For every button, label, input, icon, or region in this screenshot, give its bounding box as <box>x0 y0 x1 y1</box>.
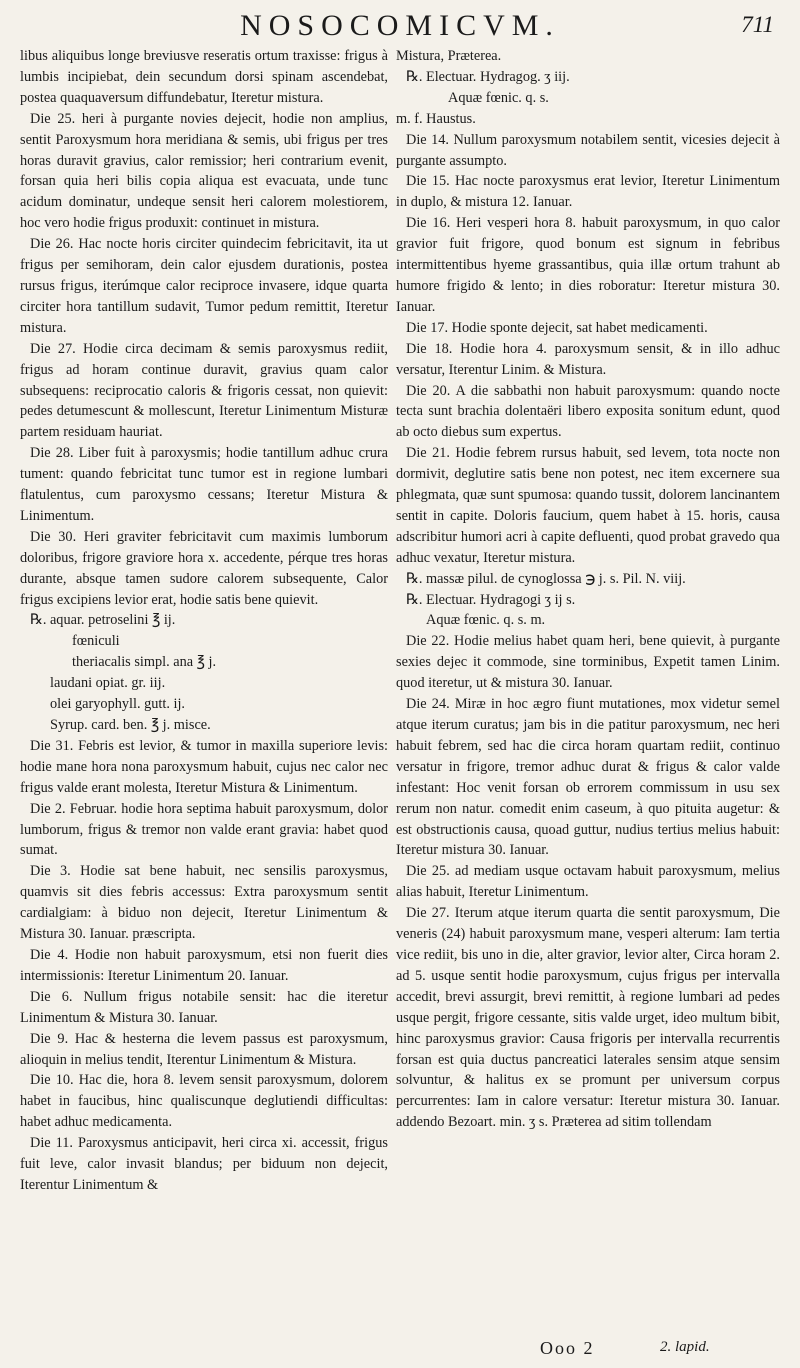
paragraph: Die 17. Hodie sponte dejecit, sat habet medicamenti. <box>406 319 708 336</box>
paragraph: Die 14. Nullum paroxysmum notabilem sentit, vicesies dejecit à purgante assumpto. <box>396 131 780 169</box>
signature-mark: Ooo 2 <box>540 1338 595 1358</box>
paragraph: Die 9. Hac & hesterna die levem passus est paroxysmum, alioquin in melius tendit, Iterentur Linimentum & Mistura. <box>20 1030 388 1068</box>
prescription-line: Aquæ fœnic. q. s. <box>448 89 549 106</box>
left-column <box>20 46 388 1336</box>
prescription-line: m. f. Haustus. <box>396 110 476 127</box>
prescription-line: ℞. Electuar. Hydragog. ʒ iij. <box>406 68 570 85</box>
paragraph: Die 6. Nullum frigus notabile sensit: hac die iteretur Linimentum & Mistura 30. Ianuar. <box>20 988 388 1026</box>
paragraph: Die 27. Hodie circa decimam & semis paroxysmus rediit, frigus ad horam continue duravit, gravius quam calor subsequens: reciprocatio caloris & frigoris cessat, non quievit: pedes detumescunt & mollescunt, Iteretur Linimentum Misturæ partem residuam hauriat. <box>20 340 388 441</box>
prescription-line: theriacalis simpl. ana ℥ j. <box>72 654 217 671</box>
prescription-line: ℞. Electuar. Hydragogi ʒ ij s. <box>406 591 576 608</box>
prescription-line: Syrup. card. ben. ℥ j. misce. <box>50 717 211 733</box>
paragraph: Die 27. Iterum atque iterum quarta die sentit paroxysmum, Die veneris (24) habuit paroxysmum mane, vesperi alterum: Iam tertia vice rediit, bis uno in die, alter gravior, levior alter, Circa horam 2. ad 5. usque sentit hodie paroxysmum, cujus frigus per intervalla accedit, brevi assurgit, brevi remittit, à regione lumbari ad pedes usque pergit, frigore cessante, sitis valde urget, ideo multum bibit, hinc paroxysmus gravior: Causa frigoris per intervalla recurrentis forsan est quia ductus pancreatici laterales sensim atque sensim solvuntur, & halitus ex se promunt per universum corpus percurrentes: Iam in calore versatur: Iteretur mistura 30. Ianuar. addendo Bezoart. min. ʒ s. Præterea ad sitim tollendam <box>396 905 780 1131</box>
catchword: 2. lapid. <box>660 1339 710 1355</box>
right-column <box>396 46 780 1336</box>
paragraph: Die 26. Hac nocte horis circiter quindecim febricitavit, ita ut frigus per semihoram, dein calor ejusdem durationis, postea rursus frigus, iterúmque calor reciproce invasere, idque quarta circiter hora tantillum sudavit, Tumor pedum remittit, Iteretur mistura. <box>20 236 388 336</box>
paragraph: Die 10. Hac die, hora 8. levem sensit paroxysmum, dolorem habet in faucibus, hinc qualiscunque deglutiendi difficultas: habet adhuc medicamenta. <box>20 1072 388 1131</box>
paragraph: Die 31. Febris est levior, & tumor in maxilla superiore levis: hodie mane hora nona paroxysmum habuit, cujus nec calor nec frigus valde erant molesta, Iteretur Mistura & Linimentum. <box>20 737 388 796</box>
paragraph: Die 24. Miræ in hoc ægro fiunt mutationes, mox videtur semel atque iterum curatus; jam bis in die patitur paroxysmum, nec heri habuit febrem, sed hac die circa horam quartam rediit, continuo versatur in frigore, tremor adhuc durat & frigus & calor valde infestant: Hoc venit forsan ob errorem commissum in usu sex rerum non natur. comedit enim caseum, à quo pituita augetur: & est obstructionis causa, quoad guttur, nudius tertius melius habuit: Iteretur mistura 30. Ianuar. <box>396 696 780 859</box>
paragraph: Die 20. A die sabbathi non habuit paroxysmum: quando nocte tecta sunt brachia dolentaëri libero exposita sonitum edunt, quod ab octo diebus sum expertus. <box>396 382 780 441</box>
paragraph: Die 3. Hodie sat bene habuit, nec sensilis paroxysmus, quamvis sit dies febris accessus: Extra paroxysmum sentit cardialgiam: à biduo non dejecit, Iteretur Linimentum & Mistura 30. Ianuar. præscripta. <box>20 863 388 943</box>
paragraph: Die 4. Hodie non habuit paroxysmum, etsi non fuerit dies intermissionis: Iteretur Linimentum 20. Ianuar. <box>20 946 388 984</box>
running-title: NOSOCOMICVM. <box>240 9 560 42</box>
paragraph: Die 18. Hodie hora 4. paroxysmum sensit, & in illo adhuc versatur, Iterentur Linim. & Mistura. <box>396 340 780 378</box>
paragraph: Die 22. Hodie melius habet quam heri, bene quievit, à purgante sexies dejec it commode, sine torminibus, Expetit tamen Linim. quod iteretur, ut & mistura 30. Ianuar. <box>396 633 780 692</box>
paragraph: Die 15. Hac nocte paroxysmus erat levior, Iteretur Linimentum in duplo, & mistura 12. Ianuar. <box>396 173 780 211</box>
prescription-line: fœniculi <box>72 633 120 650</box>
prescription-line: ℞. massæ pilul. de cynoglossa ℈ j. s. Pil. N. viij. <box>406 570 686 587</box>
paragraph: Die 25. ad mediam usque octavam habuit paroxysmum, melius alias habuit, Iteretur Linimentum. <box>396 863 780 901</box>
prescription-line: olei garyophyll. gutt. ij. <box>50 696 186 713</box>
page-header <box>0 4 800 48</box>
paragraph: Die 30. Heri graviter febricitavit cum maximis lumborum doloribus, frigore graviore hora x. accedente, pérque tres horas durante, absque tamen sudore calorem subsequente, Calor frigus excipiens levior erat, hodie satis bene quievit. <box>20 528 388 608</box>
page-number: 711 <box>741 12 774 37</box>
prescription-line: Aquæ fœnic. q. s. m. <box>426 612 546 629</box>
paragraph: Die 25. heri à purgante novies dejecit, hodie non amplius, sentit Paroxysmum hora meridiana & semis, ubi frigus per tres horas duravit gravius, calor remissior; heri contrarium evenit, forsan quia heri bilis copia aliqua est evacuata, unde tunc acidum dominatur, undeque sensit heri calorem molestiorem, hoc vero hodie frigus produxit: continuet in mistura. <box>20 110 388 232</box>
paragraph: Die 28. Liber fuit à paroxysmis; hodie tantillum adhuc crura tument: quando febricitat tunc tumor est in regione lumbari flatulentus, cum paroxysmo cessans; Iteretur Mistura & Linimentum. <box>20 445 388 524</box>
paragraph: Die 21. Hodie febrem rursus habuit, sed levem, tota nocte non dormivit, deglutire satis bene non potest, nec item excernere sua phlegmata, quæ sunt spumosa: quando tussit, dolorem lancinantem sentit in capite. Doloris faucium, quem habet à 15. horis, causa adscribitur humori acri à capite defluenti, quod probat gravedo qua adhuc vexatur, Iteretur mistura. <box>396 445 780 566</box>
paragraph: Die 16. Heri vesperi hora 8. habuit paroxysmum, in quo calor gravior fuit frigore, quod bonum est signum in febribus intermittentibus hyeme grassantibus, quia illæ ortum trahunt ab humore frigido & lento; in dies roboratur: Iteretur mistura 30. Ianuar. <box>396 215 780 315</box>
prescription-line: laudani opiat. gr. iij. <box>50 675 166 692</box>
paragraph: Die 11. Paroxysmus anticipavit, heri circa xi. accessit, frigus fuit leve, calor invasit blandus; per biduum non dejecit, Iterentur Linimentum & <box>20 1135 388 1193</box>
page-footer <box>0 1336 800 1364</box>
prescription-line: ℞. aquar. petroselini ℥ ij. <box>30 612 176 629</box>
paragraph: Mistura, Præterea. <box>396 48 502 64</box>
paragraph: libus aliquibus longe breviusve reseratis ortum traxisse: frigus à lumbis incipiebat, dein secundum dorsi spinam ascendebat, postea quaquaversum diffundebatur, Iteretur mistura. <box>20 48 388 106</box>
paragraph: Die 2. Februar. hodie hora septima habuit paroxysmum, dolor lumborum, frigus & tremor non valde erant gravia: habet quod sumat. <box>20 800 388 859</box>
